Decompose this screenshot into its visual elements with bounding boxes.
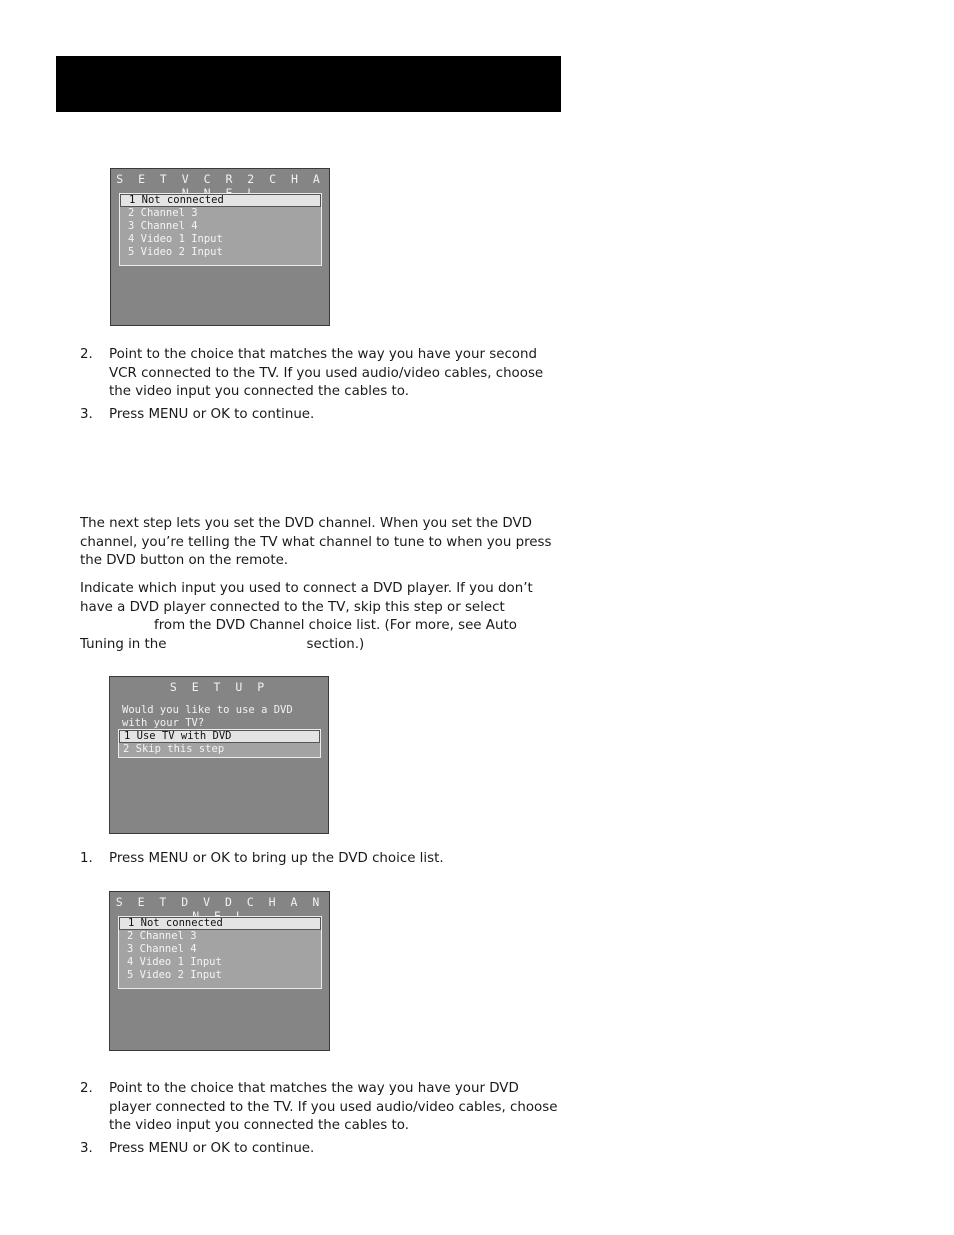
osd-choice-list [118,916,322,989]
osd-setup [109,676,329,834]
osd-option[interactable]: 4 Video 1 Input [128,233,223,245]
step-text: Press MENU or OK to continue. [109,1141,315,1156]
text-line: Indicate which input you used to connect a DVD player. If you don’t [80,581,533,596]
text-line [80,617,560,636]
step-item [80,1140,560,1159]
text-line [80,636,560,655]
osd-title: S E T D V D C H A N [115,895,324,909]
osd-option[interactable]: 3 Channel 4 [127,943,197,955]
osd-option[interactable]: 2 Skip this step [123,743,225,755]
step-text: Point to the choice that matches the way you have your second VCR connected to the TV. If you used audio/video cables, choose the video input you connected the cables to. [109,347,544,399]
step-number: 1. [80,851,93,866]
step-text: Press MENU or OK to continue. [109,407,315,422]
osd-question-line: Would you like to use a DVD [122,704,293,716]
osd-choice-list [118,729,321,758]
step-item [80,406,560,425]
step-number: 2. [80,347,93,362]
osd-set-vcr2-channel [110,168,330,326]
step-item [80,1080,560,1136]
osd-question-line: with your TV? [122,717,205,729]
step-item [80,346,560,402]
step-item [80,850,560,869]
text-fragment: Tuning in the [80,636,167,652]
osd-option[interactable]: 5 Video 2 Input [127,969,222,981]
osd-option[interactable]: 5 Video 2 Input [128,246,223,258]
osd-option[interactable]: 1 Not connected [119,917,321,930]
step-number: 2. [80,1081,93,1096]
text-line: have a DVD player connected to the TV, skip this step or select [80,599,505,615]
osd-option[interactable]: 2 Channel 3 [128,207,198,219]
dvd-instruction-paragraph [80,580,560,654]
header-bar [56,56,561,112]
step-text: Point to the choice that matches the way you have your DVD player connected to the TV. If you used audio/video cables, choose the video input you connected the cables to. [109,1081,558,1133]
step-number: 3. [80,1141,93,1156]
osd-choice-list [119,193,322,266]
osd-option[interactable]: 3 Channel 4 [128,220,198,232]
step-number: 3. [80,407,93,422]
osd-title: S E T U P [169,680,269,694]
text-fragment: from the DVD Channel choice list. (For more, see Auto [154,618,517,633]
dvd-intro-paragraph: The next step lets you set the DVD channel. When you set the DVD channel, you’re telling the TV what channel to tune to when you press the DVD button on the remote. [80,516,552,568]
osd-title: S E T V C R 2 C H A [116,172,324,186]
osd-option[interactable]: 1 Use TV with DVD [119,730,320,743]
osd-option[interactable]: 1 Not connected [120,194,321,207]
osd-option[interactable]: 4 Video 1 Input [127,956,222,968]
osd-set-dvd-channel [109,891,330,1051]
text-fragment: section.) [306,636,365,652]
step-text: Press MENU or OK to bring up the DVD choice list. [109,851,444,866]
osd-option[interactable]: 2 Channel 3 [127,930,197,942]
